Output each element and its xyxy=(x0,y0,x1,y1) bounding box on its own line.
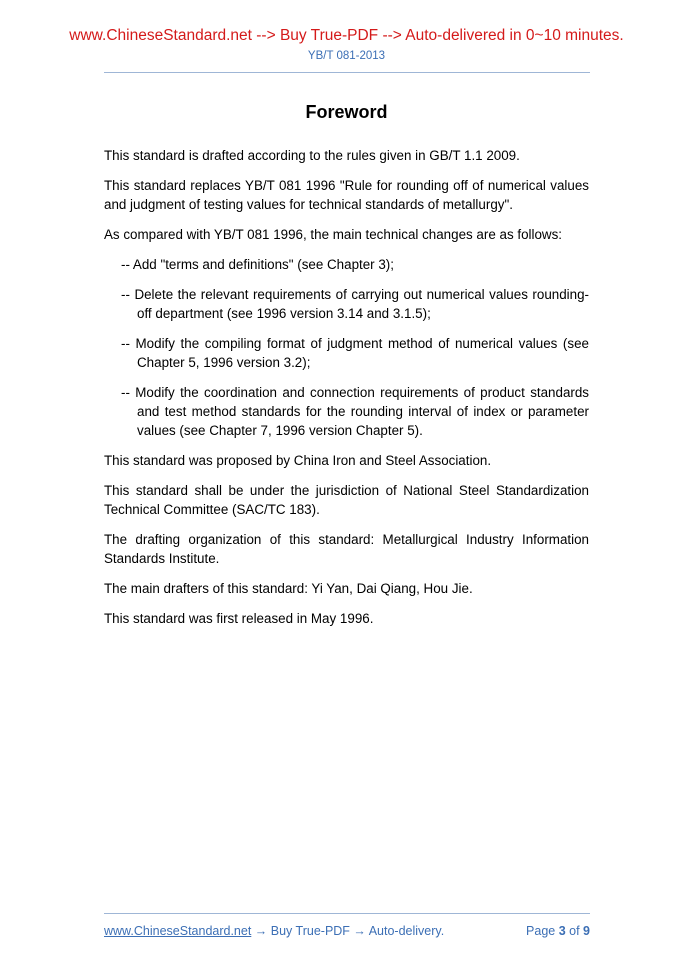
standard-code: YB/T 081-2013 xyxy=(307,50,386,62)
header-divider xyxy=(104,72,590,73)
paragraph: This standard shall be under the jurisdiction of National Steel Standardization Technical Committee (SAC/TC 183). xyxy=(104,483,589,517)
promo-banner[interactable]: www.ChineseStandard.net --> Buy True-PDF --> Auto-delivered in 0~10 minutes. xyxy=(69,27,624,44)
page-current: 3 xyxy=(558,924,566,938)
page-number xyxy=(526,924,590,938)
paragraph: This standard was first released in May 1996. xyxy=(104,611,374,626)
page-footer xyxy=(104,924,590,938)
footer-tail-text: → Buy True-PDF → Auto-delivery. xyxy=(251,924,445,938)
paragraph: The drafting organization of this standard: Metallurgical Industry Information Standards Institute. xyxy=(104,532,589,566)
page-total: 9 xyxy=(583,924,590,938)
paragraph: The main drafters of this standard: Yi Yan, Dai Qiang, Hou Jie. xyxy=(104,581,473,596)
paragraph: This standard was proposed by China Iron and Steel Association. xyxy=(104,453,492,468)
change-list-item: -- Delete the relevant requirements of carrying out numerical values rounding-off department (see 1996 version 3.14 and 3.1.5); xyxy=(121,287,589,321)
page-mid: of xyxy=(565,924,584,938)
document-body xyxy=(104,146,589,639)
change-list-item: -- Modify the coordination and connection requirements of product standards and test method standards for the rounding interval of index or parameter values (see Chapter 7, 1996 version Chapter 5). xyxy=(121,385,589,438)
paragraph: This standard is drafted according to the rules given in GB/T 1.1 2009. xyxy=(104,148,520,163)
change-list-item: -- Add "terms and definitions" (see Chapter 3); xyxy=(121,257,394,272)
paragraph: This standard replaces YB/T 081 1996 "Rule for rounding off of numerical values and judgment of testing values for technical standards of metallurgy". xyxy=(104,178,589,212)
change-list-item: -- Modify the compiling format of judgment method of numerical values (see Chapter 5, 1996 version 3.2); xyxy=(121,336,589,370)
paragraph: As compared with YB/T 081 1996, the main technical changes are as follows: xyxy=(104,227,563,242)
footer-link[interactable]: www.ChineseStandard.net xyxy=(104,924,252,938)
page-prefix: Page xyxy=(526,924,559,938)
footer-divider xyxy=(104,913,590,914)
page-title: Foreword xyxy=(305,102,388,122)
